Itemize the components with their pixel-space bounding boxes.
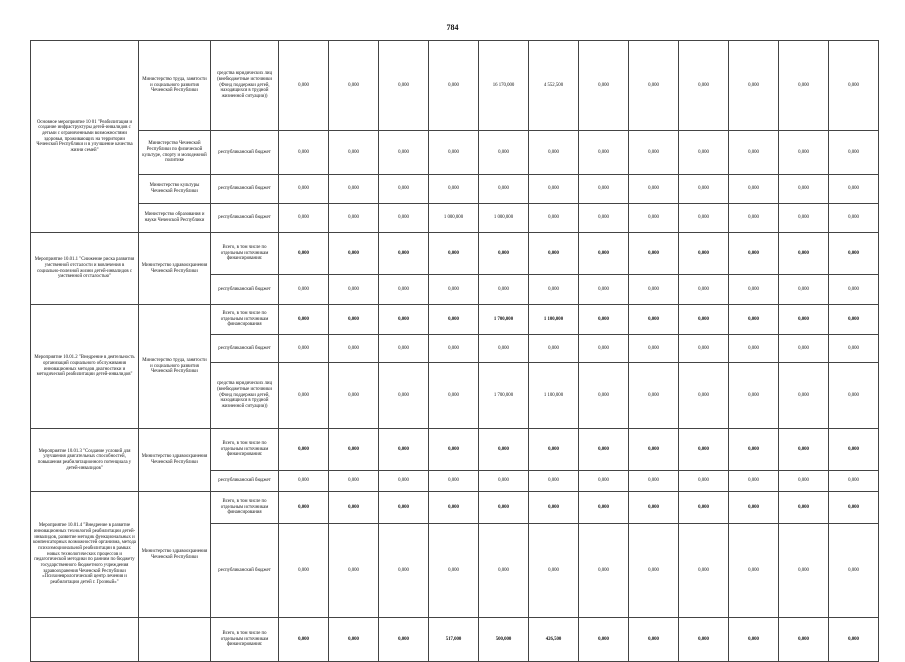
- value-cell: 0,000: [579, 524, 629, 618]
- executor-cell: Министерство образования и науки Чеченской Республики: [139, 204, 211, 233]
- value-cell: 0,000: [479, 471, 529, 492]
- value-cell: 0,000: [279, 471, 329, 492]
- measure-cell: Мероприятие 10.01.2 "Внедрение в деятельность организаций социального обслуживания инновационных методов диагностики и методической реабилитации детей-инвалидов": [31, 305, 139, 429]
- table-row: [31, 492, 879, 524]
- value-cell: 0,000: [579, 275, 629, 305]
- value-cell: 0,000: [679, 335, 729, 363]
- value-cell: 0,000: [579, 429, 629, 471]
- value-cell: 0,000: [279, 41, 329, 131]
- value-cell: 0,000: [729, 492, 779, 524]
- value-cell: 0,000: [379, 363, 429, 429]
- value-cell: 0,000: [579, 233, 629, 275]
- value-cell: 0,000: [379, 131, 429, 175]
- value-cell: 0,000: [279, 275, 329, 305]
- value-cell: 0,000: [629, 471, 679, 492]
- value-cell: 0,000: [829, 233, 879, 275]
- value-cell: 0,000: [779, 275, 829, 305]
- value-cell: 0,000: [329, 618, 379, 662]
- measure-cell: Мероприятие 10.01.4 "Внедрение в развитие инновационных технологий реабилитации детей-инвалидов, развитие методик функциональных и компенсаторных возможностей организма, метода психоэмоциональной реабилитации в рамках новых технологических процессов и педагогической методики по ранним по бюджету государственного бюджетного учреждения здравоохранения Чеченской Республики «Психоневрологический центр лечения и реабилитации детей г. Грозный»": [31, 492, 139, 618]
- value-cell: 0,000: [779, 305, 829, 335]
- budget-table: [30, 40, 879, 662]
- table-row: [31, 429, 879, 471]
- value-cell: 0,000: [279, 175, 329, 204]
- value-cell: 0,000: [579, 471, 629, 492]
- value-cell: 0,000: [329, 275, 379, 305]
- value-cell: 0,000: [529, 275, 579, 305]
- value-cell: 0,000: [579, 204, 629, 233]
- value-cell: 0,000: [479, 275, 529, 305]
- source-cell: Всего, в том числе по отдельным источникам финансирования:: [211, 233, 279, 275]
- value-cell: 0,000: [479, 131, 529, 175]
- value-cell: 0,000: [679, 429, 729, 471]
- value-cell: 0,000: [479, 492, 529, 524]
- value-cell: 0,000: [279, 131, 329, 175]
- value-cell: 0,000: [829, 492, 879, 524]
- source-cell: Всего, в том числе по отдельным источникам финансирования: [211, 492, 279, 524]
- value-cell: 0,000: [379, 233, 429, 275]
- value-cell: 0,000: [579, 492, 629, 524]
- value-cell: 0,000: [279, 492, 329, 524]
- value-cell: 0,000: [779, 41, 829, 131]
- source-cell: Всего, в том числе по отдельным источникам финансирования:: [211, 429, 279, 471]
- value-cell: 0,000: [579, 175, 629, 204]
- value-cell: 0,000: [329, 429, 379, 471]
- value-cell: 0,000: [729, 363, 779, 429]
- value-cell: 0,000: [829, 175, 879, 204]
- value-cell: 0,000: [779, 618, 829, 662]
- value-cell: 0,000: [429, 335, 479, 363]
- value-cell: 0,000: [579, 618, 629, 662]
- value-cell: 0,000: [729, 335, 779, 363]
- value-cell: 0,000: [579, 131, 629, 175]
- value-cell: 0,000: [379, 492, 429, 524]
- value-cell: 0,000: [379, 204, 429, 233]
- value-cell: 0,000: [829, 363, 879, 429]
- value-cell: 0,000: [779, 204, 829, 233]
- value-cell: 0,000: [529, 492, 579, 524]
- value-cell: 0,000: [529, 233, 579, 275]
- value-cell: 0,000: [379, 429, 429, 471]
- executor-cell: Министерство труда, занятости и социального развития Чеченской Республики: [139, 305, 211, 429]
- value-cell: 4 552,500: [529, 41, 579, 131]
- value-cell: 0,000: [729, 275, 779, 305]
- value-cell: 0,000: [529, 335, 579, 363]
- table-row: [31, 41, 879, 131]
- value-cell: 0,000: [779, 131, 829, 175]
- value-cell: 0,000: [529, 524, 579, 618]
- value-cell: 0,000: [429, 275, 479, 305]
- value-cell: 500,000: [479, 618, 529, 662]
- value-cell: 0,000: [779, 471, 829, 492]
- source-cell: Всего, в том числе по отдельным источникам финансирования: [211, 305, 279, 335]
- value-cell: 0,000: [579, 305, 629, 335]
- value-cell: 0,000: [379, 524, 429, 618]
- value-cell: 0,000: [779, 492, 829, 524]
- value-cell: 0,000: [429, 41, 479, 131]
- value-cell: 0,000: [579, 363, 629, 429]
- value-cell: 0,000: [679, 275, 729, 305]
- value-cell: 0,000: [279, 305, 329, 335]
- source-cell: республиканский бюджет: [211, 471, 279, 492]
- value-cell: 0,000: [679, 233, 729, 275]
- value-cell: 0,000: [329, 363, 379, 429]
- value-cell: 0,000: [529, 175, 579, 204]
- value-cell: 0,000: [579, 41, 629, 131]
- value-cell: 0,000: [729, 471, 779, 492]
- value-cell: 0,000: [279, 233, 329, 275]
- value-cell: 1 100,000: [529, 305, 579, 335]
- value-cell: 0,000: [329, 175, 379, 204]
- value-cell: 0,000: [679, 131, 729, 175]
- source-cell: республиканский бюджет: [211, 524, 279, 618]
- value-cell: 0,000: [629, 363, 679, 429]
- value-cell: 0,000: [329, 131, 379, 175]
- source-cell: республиканский бюджет: [211, 335, 279, 363]
- value-cell: 0,000: [329, 471, 379, 492]
- table-row: [31, 233, 879, 275]
- value-cell: 0,000: [429, 363, 479, 429]
- value-cell: 517,000: [429, 618, 479, 662]
- value-cell: 0,000: [679, 175, 729, 204]
- value-cell: 0,000: [829, 41, 879, 131]
- value-cell: 0,000: [679, 41, 729, 131]
- value-cell: 1 700,000: [479, 363, 529, 429]
- value-cell: 0,000: [679, 524, 729, 618]
- executor-cell: Министерство труда, занятости и социального развития Чеченской Республики: [139, 41, 211, 131]
- value-cell: 0,000: [629, 429, 679, 471]
- value-cell: 16 170,000: [479, 41, 529, 131]
- value-cell: 0,000: [379, 275, 429, 305]
- table-row: [31, 131, 879, 175]
- value-cell: 0,000: [379, 305, 429, 335]
- source-cell: республиканский бюджет: [211, 175, 279, 204]
- value-cell: 0,000: [579, 335, 629, 363]
- executor-cell: Министерство здравоохранения Чеченской Республики: [139, 492, 211, 618]
- value-cell: 0,000: [679, 363, 729, 429]
- value-cell: 1 700,000: [479, 305, 529, 335]
- value-cell: 0,000: [829, 131, 879, 175]
- value-cell: 0,000: [729, 429, 779, 471]
- value-cell: 0,000: [679, 204, 729, 233]
- source-cell: средства юридических лиц (внебюджетные источники (Фонд поддержки детей, находящихся в трудной жизненной ситуации)): [211, 41, 279, 131]
- value-cell: 0,000: [429, 131, 479, 175]
- value-cell: 0,000: [329, 41, 379, 131]
- value-cell: 0,000: [779, 175, 829, 204]
- value-cell: 0,000: [529, 471, 579, 492]
- executor-cell: Министерство здравоохранения Чеченской Республики: [139, 233, 211, 305]
- value-cell: 0,000: [629, 618, 679, 662]
- value-cell: 0,000: [329, 305, 379, 335]
- value-cell: 0,000: [629, 131, 679, 175]
- value-cell: 0,000: [629, 233, 679, 275]
- value-cell: 0,000: [729, 41, 779, 131]
- value-cell: 426,500: [529, 618, 579, 662]
- value-cell: 0,000: [679, 471, 729, 492]
- value-cell: 0,000: [729, 233, 779, 275]
- value-cell: 0,000: [829, 335, 879, 363]
- value-cell: 0,000: [779, 233, 829, 275]
- source-cell: республиканский бюджет: [211, 131, 279, 175]
- source-cell: Всего, в том числе по отдельным источникам финансирования:: [211, 618, 279, 662]
- value-cell: 0,000: [429, 524, 479, 618]
- value-cell: 0,000: [729, 524, 779, 618]
- table-row: [31, 305, 879, 335]
- value-cell: 0,000: [379, 175, 429, 204]
- value-cell: 0,000: [629, 41, 679, 131]
- value-cell: 0,000: [779, 429, 829, 471]
- value-cell: 0,000: [779, 524, 829, 618]
- value-cell: 0,000: [729, 175, 779, 204]
- value-cell: 0,000: [479, 335, 529, 363]
- value-cell: 0,000: [729, 618, 779, 662]
- value-cell: 0,000: [629, 335, 679, 363]
- value-cell: 0,000: [829, 275, 879, 305]
- measure-cell: Мероприятие 10.01.1 "Снижение риска развития умственной отсталости и вовлечения в социально-полезной жизни детей-инвалидов с умственной отсталостью": [31, 233, 139, 305]
- value-cell: 0,000: [829, 618, 879, 662]
- value-cell: 0,000: [829, 204, 879, 233]
- value-cell: 0,000: [379, 335, 429, 363]
- value-cell: 0,000: [629, 524, 679, 618]
- value-cell: 0,000: [429, 429, 479, 471]
- source-cell: республиканский бюджет: [211, 204, 279, 233]
- value-cell: 0,000: [629, 275, 679, 305]
- value-cell: 0,000: [479, 524, 529, 618]
- value-cell: 0,000: [279, 335, 329, 363]
- measure-cell: Основное мероприятие 10 01 "Реабилитация и создание инфраструктуры детей-инвалидов с детьми с ограниченными возможностями здоровья, проживающих на территории Чеченской Республики и в улучшение качества жизни семей": [31, 41, 139, 233]
- value-cell: 0,000: [279, 363, 329, 429]
- value-cell: 0,000: [729, 131, 779, 175]
- value-cell: 0,000: [379, 618, 429, 662]
- value-cell: 0,000: [479, 429, 529, 471]
- value-cell: 0,000: [729, 305, 779, 335]
- value-cell: 0,000: [279, 204, 329, 233]
- table-row: [31, 175, 879, 204]
- value-cell: 0,000: [529, 204, 579, 233]
- value-cell: 0,000: [379, 471, 429, 492]
- value-cell: 0,000: [679, 618, 729, 662]
- value-cell: 0,000: [679, 305, 729, 335]
- value-cell: 0,000: [629, 175, 679, 204]
- value-cell: 0,000: [779, 335, 829, 363]
- value-cell: 0,000: [629, 305, 679, 335]
- value-cell: 0,000: [829, 524, 879, 618]
- source-cell: средства юридических лиц (внебюджетные источники (Фонд поддержки детей, находящихся в трудной жизненной ситуации)): [211, 363, 279, 429]
- value-cell: 0,000: [279, 524, 329, 618]
- value-cell: 1 000,000: [479, 204, 529, 233]
- value-cell: 0,000: [329, 492, 379, 524]
- value-cell: 0,000: [679, 492, 729, 524]
- value-cell: 0,000: [329, 524, 379, 618]
- value-cell: 0,000: [529, 131, 579, 175]
- value-cell: 0,000: [729, 204, 779, 233]
- value-cell: 0,000: [479, 233, 529, 275]
- value-cell: 0,000: [429, 233, 479, 275]
- table-row: [31, 204, 879, 233]
- value-cell: 0,000: [279, 618, 329, 662]
- value-cell: 0,000: [529, 429, 579, 471]
- value-cell: 0,000: [329, 204, 379, 233]
- value-cell: 0,000: [379, 41, 429, 131]
- value-cell: 0,000: [629, 204, 679, 233]
- executor-cell: Министерство здравоохранения Чеченской Республики: [139, 429, 211, 492]
- value-cell: 0,000: [429, 305, 479, 335]
- value-cell: 0,000: [779, 363, 829, 429]
- value-cell: 1 100,000: [529, 363, 579, 429]
- value-cell: 1 000,000: [429, 204, 479, 233]
- value-cell: 0,000: [829, 471, 879, 492]
- executor-cell: Министерство Чеченской Республики по физической культуре, спорту и молодежной политике: [139, 131, 211, 175]
- value-cell: 0,000: [329, 335, 379, 363]
- value-cell: 0,000: [629, 492, 679, 524]
- value-cell: 0,000: [479, 175, 529, 204]
- value-cell: 0,000: [429, 175, 479, 204]
- page-number: 784: [446, 23, 459, 32]
- value-cell: 0,000: [829, 305, 879, 335]
- value-cell: 0,000: [429, 492, 479, 524]
- value-cell: 0,000: [829, 429, 879, 471]
- executor-cell: Министерство культуры Чеченской Республики: [139, 175, 211, 204]
- value-cell: 0,000: [279, 429, 329, 471]
- source-cell: республиканский бюджет: [211, 275, 279, 305]
- measure-cell: Мероприятие 10.01.3 "Создание условий для улучшения двигательных способностей, повышения реабилитационного потенциала у детей-инвалидов": [31, 429, 139, 492]
- value-cell: 0,000: [329, 233, 379, 275]
- value-cell: 0,000: [429, 471, 479, 492]
